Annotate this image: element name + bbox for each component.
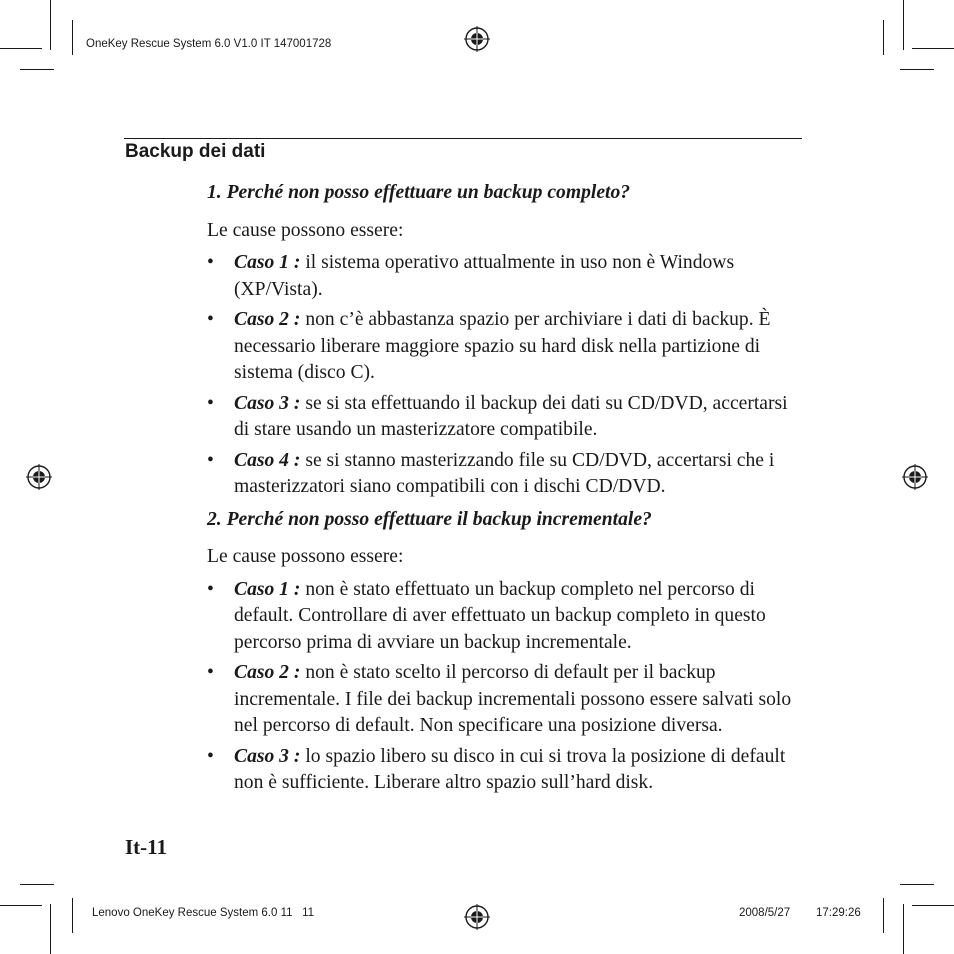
cause-list [207, 250, 807, 501]
bullet-icon: • [207, 662, 214, 683]
case-label: Caso 3 : [234, 745, 301, 767]
list-item [207, 660, 807, 740]
registration-mark-icon [464, 904, 490, 930]
crop-mark [0, 905, 42, 906]
crop-mark [20, 69, 54, 70]
bullet-icon: • [207, 578, 214, 600]
list-item [207, 744, 807, 797]
crop-mark [912, 48, 954, 49]
crop-mark [903, 904, 904, 954]
question-title: 1. Perché non posso effettuare un backup completo? [207, 182, 631, 203]
footer-slug: Lenovo OneKey Rescue System 6.0 11 11 [92, 907, 315, 919]
bullet-icon: • [207, 449, 214, 471]
case-text: non è stato scelto il percorso di default per il backup incrementale. I file dei backup incrementali possono essere salvati solo nel percorso di default. Non specificare una posizione diversa. [234, 662, 792, 736]
case-text: non c’è abbastanza spazio per archiviare i dati di backup. È necessario liberare maggiore spazio su hard disk nella partizione di sistema (disco C). [234, 309, 771, 383]
page-number: It-11 [125, 835, 167, 859]
footer-time: 17:29:26 [816, 907, 861, 919]
crop-mark [900, 884, 934, 885]
case-label: Caso 2 : [234, 309, 301, 330]
bullet-icon: • [207, 392, 214, 414]
header-slug: OneKey Rescue System 6.0 V1.0 IT 147001728 [86, 38, 332, 50]
bullet-icon: • [207, 252, 214, 273]
case-text: il sistema operativo attualmente in uso non è Windows (XP/Vista). [234, 252, 735, 300]
case-label: Caso 4 : [234, 449, 301, 471]
list-item [207, 307, 807, 387]
question-intro: Le cause possono essere: [207, 546, 404, 567]
crop-mark [50, 904, 51, 954]
crop-mark [912, 905, 954, 906]
question-intro: Le cause possono essere: [207, 219, 404, 241]
crop-mark [72, 898, 73, 933]
footer-date: 2008/5/27 [739, 907, 791, 919]
crop-mark [883, 898, 884, 933]
case-text: lo spazio libero su disco in cui si trova la posizione di default non è sufficiente. Liberare altro spazio sull’hard disk. [234, 745, 786, 793]
case-label: Caso 2 : [234, 662, 301, 683]
registration-mark-icon [26, 464, 52, 490]
case-text: se si sta effettuando il backup dei dati su CD/DVD, accertarsi di stare usando un masterizzatore compatibile. [234, 392, 788, 440]
bullet-icon: • [207, 309, 214, 330]
crop-mark [900, 69, 934, 70]
crop-mark [20, 884, 54, 885]
crop-mark [50, 0, 51, 50]
registration-mark-icon [902, 464, 928, 490]
registration-mark-icon [464, 26, 490, 52]
crop-mark [883, 20, 884, 55]
case-text: se si stanno masterizzando file su CD/DVD, accertarsi che i masterizzatori siano compatibili con i dischi CD/DVD. [234, 449, 775, 497]
question-title: 2. Perché non posso effettuare il backup incrementale? [207, 508, 652, 530]
cause-list [207, 577, 807, 797]
bullet-icon: • [207, 745, 214, 767]
case-label: Caso 1 : [234, 578, 301, 600]
crop-mark [72, 20, 73, 55]
case-text: non è stato effettuato un backup completo nel percorso di default. Controllare di aver effettuato un backup completo in questo percorso prima di avviare un backup incrementale. [234, 578, 766, 653]
section-title: Backup dei dati [125, 141, 266, 162]
case-label: Caso 1 : [234, 252, 301, 273]
crop-mark [0, 48, 42, 49]
crop-mark [903, 0, 904, 50]
list-item [207, 448, 807, 501]
case-label: Caso 3 : [234, 392, 301, 414]
list-item [207, 250, 807, 303]
list-item [207, 391, 807, 444]
page-content [207, 180, 807, 797]
list-item [207, 577, 807, 657]
section-rule [124, 138, 802, 139]
